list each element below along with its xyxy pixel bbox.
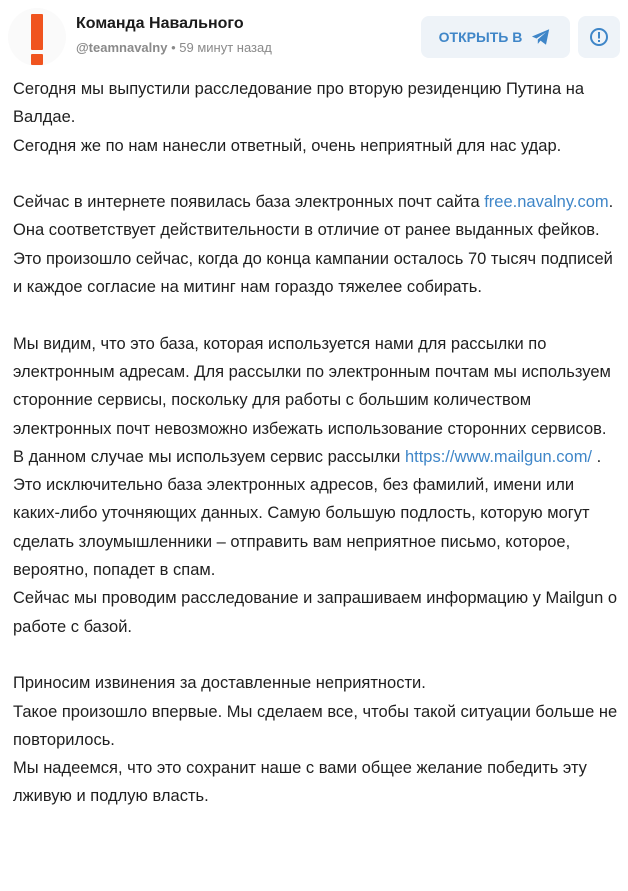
meta-separator: •: [171, 40, 176, 55]
channel-avatar[interactable]: [8, 8, 66, 66]
post-meta: [76, 40, 272, 55]
telegram-icon: [530, 27, 552, 47]
post-time: 59 минут назад: [179, 40, 272, 55]
post-header: [0, 0, 628, 72]
post-paragraph: [13, 188, 621, 301]
channel-name[interactable]: Команда Навального: [76, 15, 244, 32]
free-navalny-link[interactable]: free.navalny.com: [484, 193, 609, 212]
channel-handle[interactable]: @teamnavalny: [76, 40, 168, 55]
post-paragraph: Сегодня мы выпустили расследование про вторую резиденцию Путина на Валдае.: [13, 80, 585, 127]
post-paragraph: Сегодня же по нам нанесли ответный, очень неприятный для нас удар.: [13, 136, 562, 155]
post-paragraph: Сейчас мы проводим расследование и запрашиваем информацию у Mailgun о работе с базой.: [13, 589, 618, 636]
exclamation-logo-icon: [31, 14, 43, 50]
open-in-telegram-button[interactable]: [421, 16, 570, 58]
post-text: . Она соответствует действительности в отличие от ранее выданных фейков. Это произошло сейчас, когда до конца кампании осталось 70 тысяч подписей и каждое согласие на митинг нам гораздо тяжелее собирать.: [13, 193, 614, 297]
post-paragraph: Такое произошло впервые. Мы сделаем все, чтобы такой ситуации больше не повторилось.: [13, 702, 618, 749]
post-paragraph: Приносим извинения за доставленные неприятности.: [13, 674, 426, 693]
post-text: .: [592, 447, 602, 466]
post-text: Сейчас в интернете появилась база электронных почт сайта: [13, 193, 485, 212]
post-paragraph: Мы надеемся, что это сохранит наше с вами общее желание победить эту лживую и подлую власть.: [13, 759, 587, 806]
post-paragraph: Это исключительно база электронных адресов, без фамилий, имени или каких-либо уточняющих данных. Самую большую подлость, которую могут сделать злоумышленники – отправить вам неприятное письмо, которое, вероятно, попадет в спам.: [13, 476, 590, 580]
post-body: [13, 75, 621, 811]
open-in-label: ОТКРЫТЬ В: [438, 29, 523, 45]
mailgun-link[interactable]: https://www.mailgun.com/: [404, 447, 593, 466]
post-paragraph: [13, 330, 621, 471]
report-button[interactable]: [578, 16, 620, 58]
exclamation-dot: [31, 54, 43, 65]
post-text: Мы видим, что это база, которая используется нами для рассылки по электронным адресам. Для рассылки по электронным почтам мы используем сторонние сервисы, поскольку для работы с большим количеством электронных почт невозможно избежать использование сторонних сервисов. В данном случае мы используем сервис рассылки: [13, 334, 611, 466]
alert-circle-icon: [589, 27, 609, 47]
